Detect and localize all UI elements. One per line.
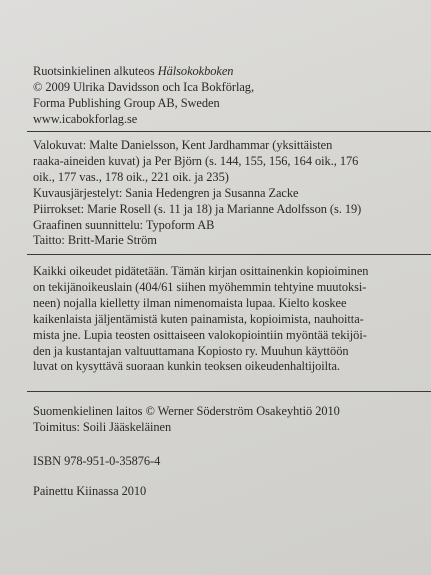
credits-line: Kuvausjärjestelyt: Sania Hedengren ja Susanna Zacke — [33, 185, 299, 200]
finnish-edition-block — [33, 404, 425, 436]
original-work-block — [33, 64, 425, 128]
rights-line: luvat on kysyttävä suoraan kunkin teoksen oikeudenhaltijoilta. — [33, 359, 340, 374]
rights-line: neen) nojalla kielletty ilman nimenomaista lupaa. Kielto koskee — [33, 295, 347, 310]
original-title-line — [33, 64, 425, 80]
isbn-block — [33, 454, 425, 470]
divider-rule — [27, 131, 431, 132]
credits-line: Graafinen suunnittelu: Typoform AB — [33, 217, 215, 232]
printed-block — [33, 484, 425, 500]
rights-line: mista jne. Lupia teosten osittaiseen valokopiointiin myöntää tekijöi- — [33, 327, 367, 342]
divider-rule — [27, 254, 431, 255]
original-title-prefix: Ruotsinkielinen alkuteos — [33, 64, 158, 78]
credits-line: Taitto: Britt-Marie Ström — [33, 233, 157, 248]
publisher-website: www.icabokforlag.se — [33, 111, 138, 126]
rights-line: kaikenlaista jäljentämistä kuten painamista, kopioimista, nauhoitta- — [33, 311, 364, 326]
rights-line: den ja kustantajan valtuuttamana Kopiosto ry. Muuhun käyttöön — [33, 343, 349, 358]
original-title: Hälsokokboken — [157, 64, 234, 78]
rights-notice-block — [33, 264, 425, 375]
copyright-line: © 2009 Ulrika Davidsson och Ica Bokförlag, — [33, 79, 255, 94]
credits-line: Piirrokset: Marie Rosell (s. 11 ja 18) ja Marianne Adolfsson (s. 19) — [33, 201, 362, 216]
editor-line: Toimitus: Soili Jääskeläinen — [33, 419, 172, 434]
isbn: ISBN 978-951-0-35876-4 — [33, 454, 161, 468]
rights-line: on tekijänoikeuslain (404/61 siihen myöhemmin tehtyine muutoksi- — [33, 279, 367, 294]
credits-line: Valokuvat: Malte Danielsson, Kent Jardhammar (yksittäisten — [33, 138, 333, 152]
credits-block — [33, 138, 425, 249]
divider-rule — [27, 391, 431, 392]
credits-line: raaka-aineiden kuvat) ja Per Björn (s. 144, 155, 156, 164 oik., 176 — [33, 153, 359, 168]
rights-line: Kaikki oikeudet pidätetään. Tämän kirjan osittainenkin kopioiminen — [33, 264, 369, 278]
publisher-line: Forma Publishing Group AB, Sweden — [33, 95, 220, 110]
finnish-edition-line: Suomenkielinen laitos © Werner Söderström Osakeyhtiö 2010 — [33, 404, 340, 418]
printed-info: Painettu Kiinassa 2010 — [33, 484, 147, 498]
credits-line: oik., 177 vas., 178 oik., 221 oik. ja 235) — [33, 169, 229, 184]
